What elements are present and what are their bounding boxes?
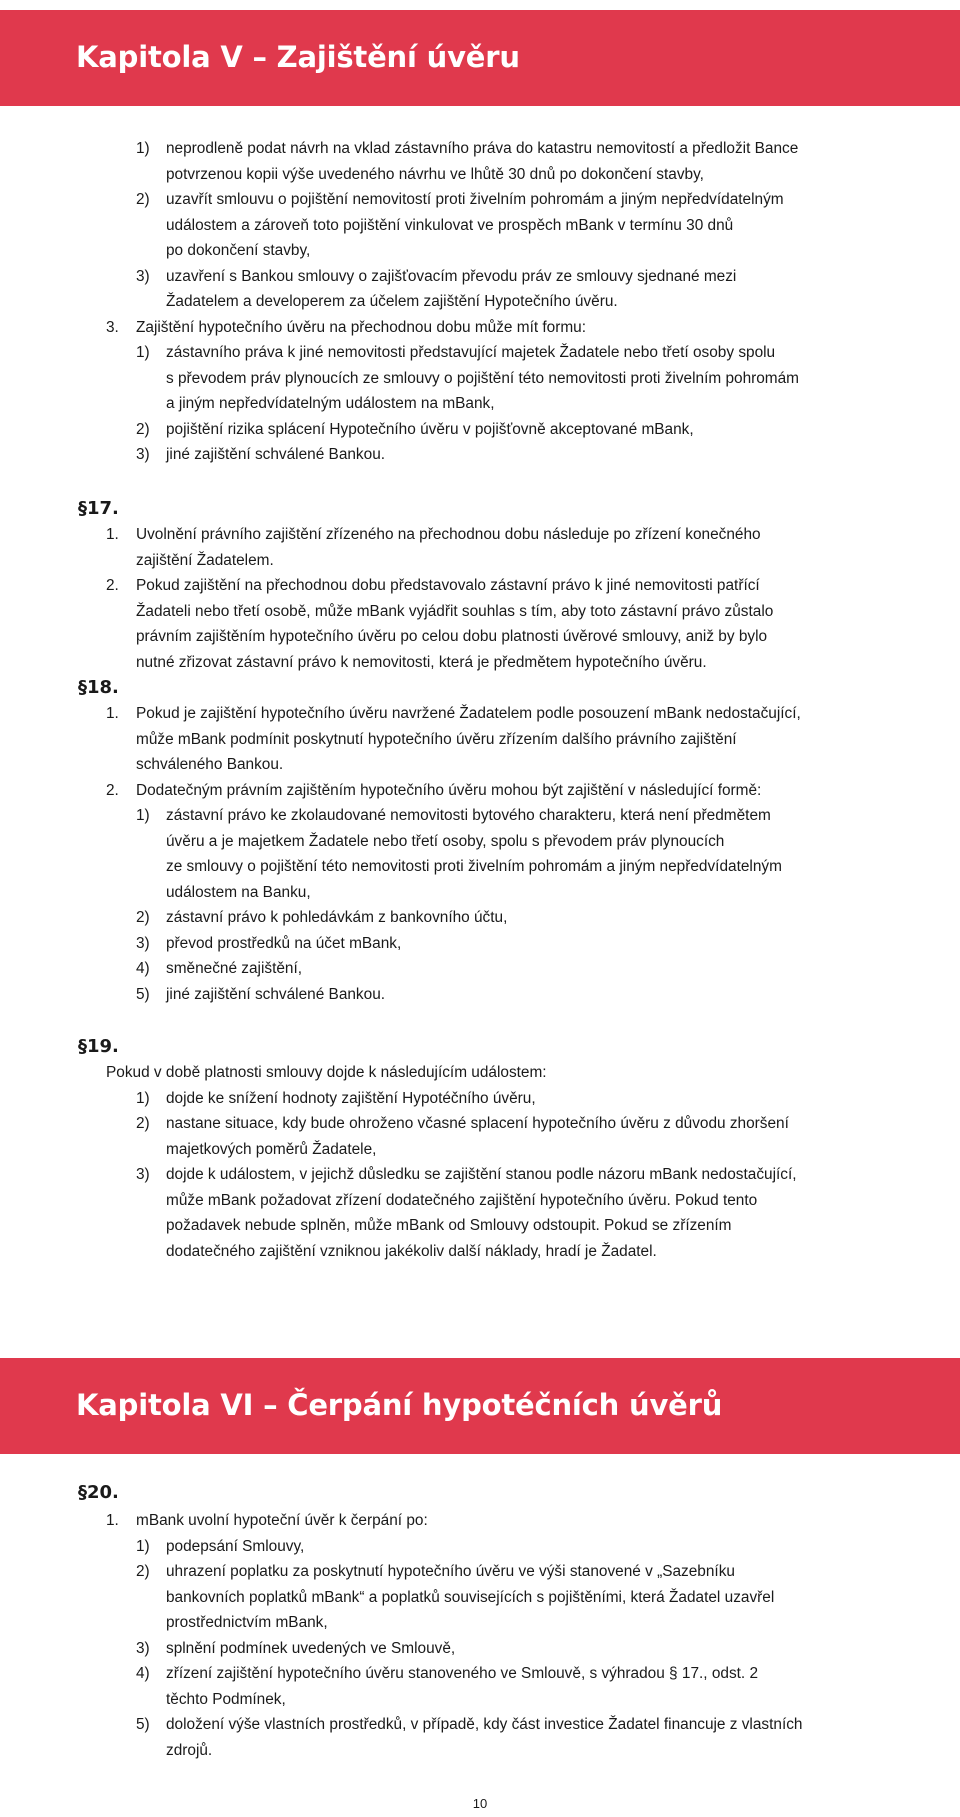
list-item-cont: může mBank požadovat zřízení dodatečného zajištění hypotečního úvěru. Pokud tento — [166, 1191, 758, 1209]
section-continuation — [0, 136, 960, 468]
chapter-title: Kapitola V – Zajištění úvěru — [76, 40, 520, 75]
section-18 — [0, 701, 960, 1007]
list-item: 4) směnečné zajištění, — [136, 960, 303, 977]
chapter-banner — [0, 1358, 960, 1454]
section-heading: §18. — [78, 677, 119, 698]
paragraph: 2. Dodatečným právním zajištěním hypotečního úvěru mohou být zajištění v následující formě: — [106, 781, 762, 799]
list-item-cont: a jiným nepředvídatelným událostem na mBank, — [166, 395, 495, 412]
section-heading: §17. — [78, 498, 119, 519]
page-number: 10 — [472, 1796, 488, 1811]
list-item: 2) nastane situace, kdy bude ohroženo včasné splacení hypotečního úvěru z důvodu zhoršení — [136, 1115, 789, 1132]
list-item-cont: potvrzenou kopii výše uvedeného návrhu ve lhůtě 30 dnů po dokončení stavby, — [166, 165, 704, 183]
list-item-cont: prostřednictvím mBank, — [166, 1614, 328, 1631]
list-item-cont: ze smlouvy o pojištění této nemovitosti proti živelním pohromám a jiným nepředvídatelným — [166, 858, 782, 875]
section-heading: §19. — [78, 1036, 119, 1057]
list-item-cont: dodatečného zajištění vzniknou jakékoliv další náklady, hradí je Žadatel. — [166, 1242, 657, 1260]
list-item: 2) uzavřít smlouvu o pojištění nemovitostí proti živelním pohromám a jiným nepředvídatelným — [136, 191, 784, 208]
list-item: 2) uhrazení poplatku za poskytnutí hypotečního úvěru ve výši stanovené v „Sazebníku — [136, 1563, 735, 1580]
paragraph: 1. mBank uvolní hypoteční úvěr k čerpání po: — [106, 1512, 428, 1529]
paragraph-cont: Žadateli nebo třetí osobě, může mBank vyjádřit souhlas s tím, aby toto zástavní právo zůstalo — [136, 602, 774, 620]
list-item-cont: zdrojů. — [166, 1741, 213, 1759]
list-item-cont: majetkových poměrů Žadatele, — [166, 1140, 377, 1158]
list-item: 1) neprodleně podat návrh na vklad zástavního práva do katastru nemovitostí a předložit Bance — [136, 140, 799, 157]
list-item: 2) pojištění rizika splácení Hypotečního úvěru v pojišťovně akceptované mBank, — [136, 420, 694, 438]
chapter-title: Kapitola VI – Čerpání hypotéčních úvěrů — [76, 1388, 723, 1423]
list-item: 1) zástavní právo ke zkolaudované nemovitosti bytového charakteru, která není předmětem — [136, 807, 771, 824]
chapter-banner — [0, 10, 960, 106]
paragraph-cont: zajištění Žadatelem. — [136, 551, 274, 569]
list-item-cont: úvěru a je majetkem Žadatele nebo třetí osoby, spolu s převodem práv plynoucích — [166, 832, 725, 850]
paragraph: 1. Uvolnění právního zajištění zřízeného na přechodnou dobu následuje po zřízení konečného — [106, 526, 761, 543]
section-19 — [0, 1060, 960, 1264]
list-item-cont: těchto Podmínek, — [166, 1690, 286, 1708]
list-item: 1) dojde ke snížení hodnoty zajištění Hypotéčního úvěru, — [136, 1089, 536, 1107]
list-item: 3) uzavření s Bankou smlouvy o zajišťovacím převodu práv ze smlouvy sjednané mezi — [136, 267, 737, 285]
section-17 — [0, 522, 960, 675]
list-item: 3) dojde k událostem, v jejichž důsledku se zajištění stanou podle názoru mBank nedostačující, — [136, 1166, 797, 1183]
list-item: 1) podepsání Smlouvy, — [136, 1537, 305, 1555]
list-item-cont: Žadatelem a developerem za účelem zajištění Hypotečního úvěru. — [166, 293, 618, 310]
paragraph: Pokud v době platnosti smlouvy dojde k následujícím událostem: — [106, 1064, 547, 1081]
list-item: 5) doložení výše vlastních prostředků, v případě, kdy část investice Žadatel financuje z vlastních — [136, 1716, 803, 1733]
list-item-cont: po dokončení stavby, — [166, 242, 311, 259]
list-item-cont: s převodem práv plynoucích ze smlouvy o pojištění této nemovitosti proti živelním pohromám — [166, 369, 800, 387]
list-item: 5) jiné zajištění schválené Bankou. — [136, 985, 386, 1003]
list-item: 1) zástavního práva k jiné nemovitosti představující majetek Žadatele nebo třetí osoby spolu — [136, 344, 776, 361]
list-item-cont: bankovních poplatků mBank“ a poplatků souvisejících s pojištěními, která Žadatel uzavřel — [166, 1588, 775, 1606]
paragraph-cont: nutné zřizovat zástavní právo k nemovitosti, která je předmětem hypotečního úvěru. — [136, 653, 707, 671]
list-item-cont: požadavek nebude splněn, může mBank od Smlouvy odstoupit. Pokud se zřízením — [166, 1217, 732, 1234]
paragraph-cont: právním zajištěním hypotečního úvěru po celou dobu platnosti úvěrové smlouvy, aniž by bylo — [136, 628, 768, 645]
list-item-cont: událostem na Banku, — [166, 883, 311, 901]
list-item: 3) převod prostředků na účet mBank, — [136, 934, 402, 952]
list-item: 4) zřízení zajištění hypotečního úvěru stanoveného ve Smlouvě, s výhradou § 17., odst. 2 — [136, 1665, 759, 1682]
list-item: 3) jiné zajištění schválené Bankou. — [136, 446, 386, 463]
section-20 — [0, 1508, 960, 1763]
paragraph-cont: schváleného Bankou. — [136, 756, 284, 773]
list-item: 2) zástavní právo k pohledávkám z bankovního účtu, — [136, 909, 508, 926]
paragraph: 1. Pokud je zajištění hypotečního úvěru navržené Žadatelem podle posouzení mBank nedostačující, — [106, 705, 801, 722]
paragraph: 2. Pokud zajištění na přechodnou dobu představovalo zástavní právo k jiné nemovitosti patřící — [106, 577, 760, 594]
list-item-cont: událostem a zároveň toto pojištění vinkulovat ve prospěch mBank v termínu 30 dnů — [166, 216, 734, 234]
paragraph-cont: může mBank podmínit poskytnutí hypotečního úvěru zřízením dalšího právního zajištění — [136, 730, 737, 748]
list-item: 3) splnění podmínek uvedených ve Smlouvě, — [136, 1639, 456, 1657]
section-heading: §20. — [78, 1482, 119, 1503]
paragraph: 3. Zajištění hypotečního úvěru na přechodnou dobu může mít formu: — [106, 318, 587, 336]
